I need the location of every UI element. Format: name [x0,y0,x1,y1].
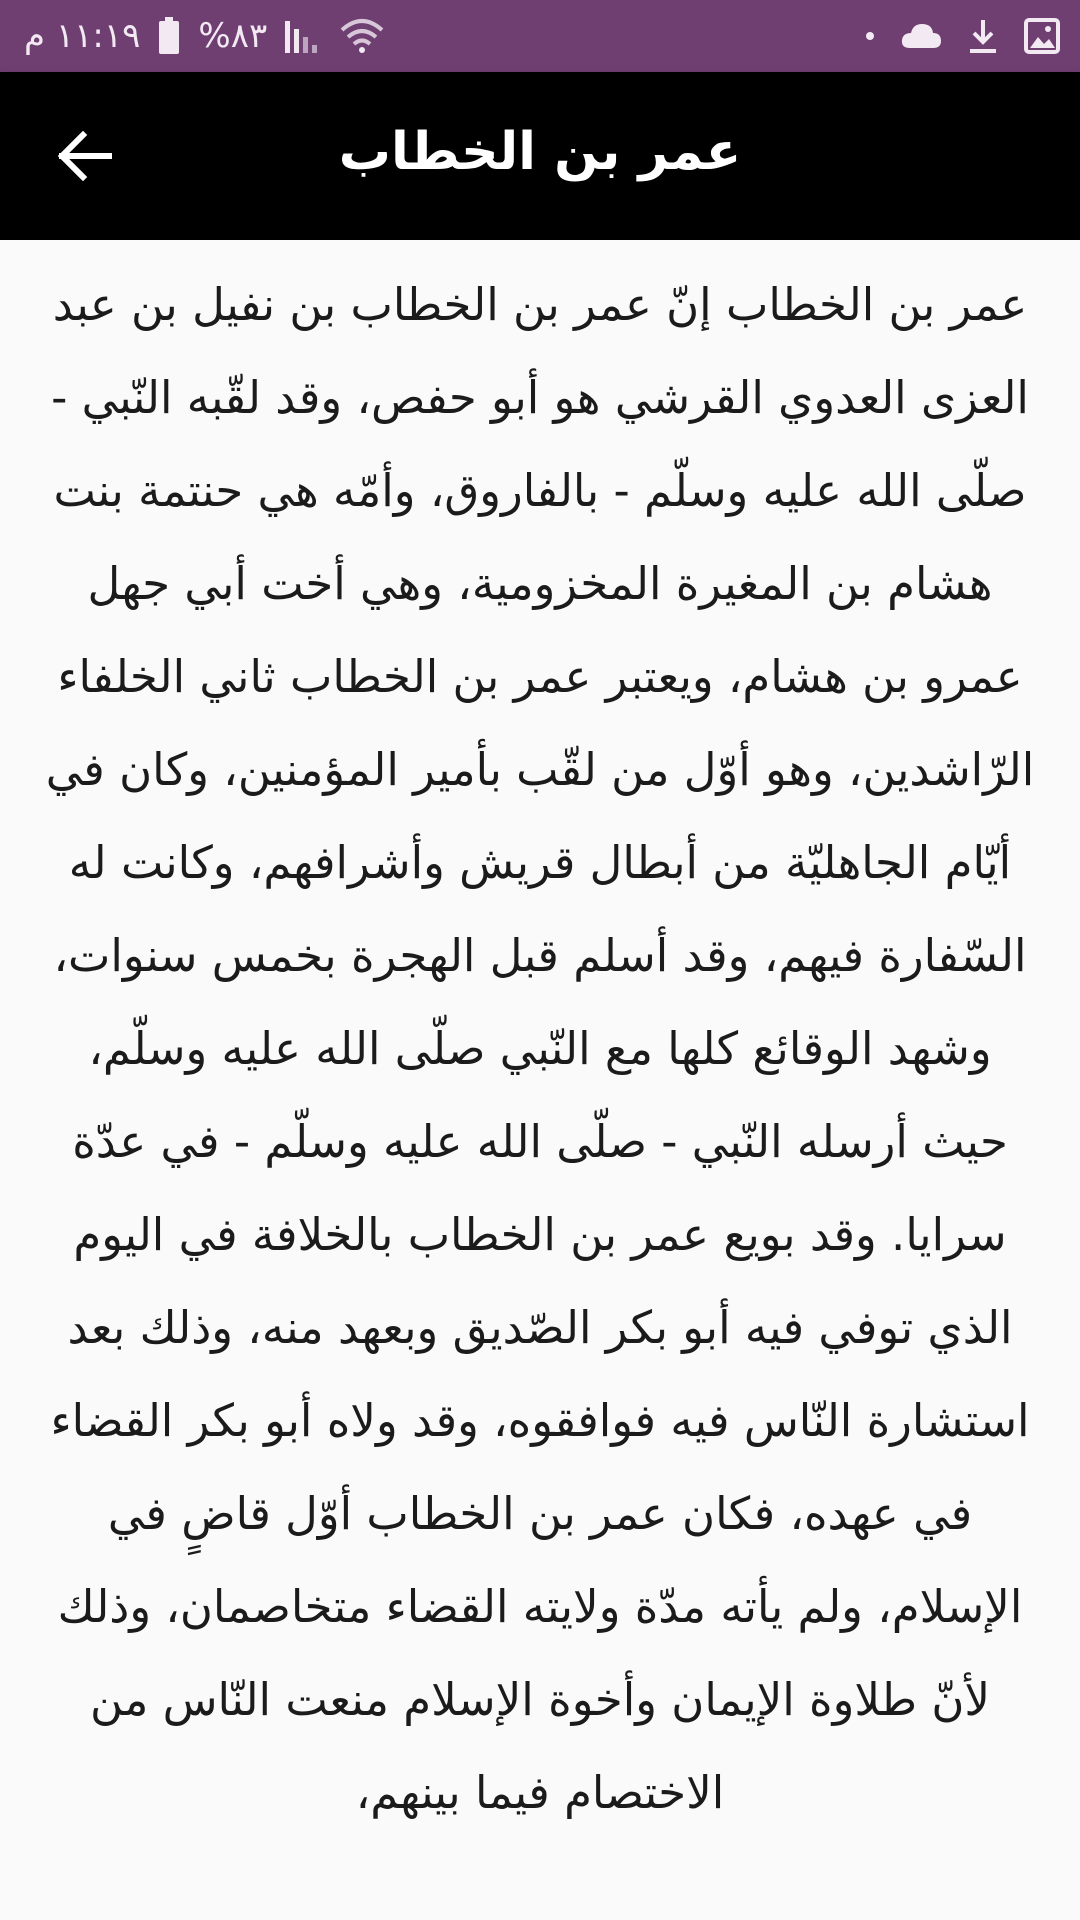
dot-icon [866,32,874,40]
status-left-group [24,0,385,72]
cloud-icon [900,22,942,50]
status-right-group [866,0,1060,72]
image-icon [1024,18,1060,54]
back-button[interactable] [44,116,124,196]
download-icon [968,18,998,54]
signal-icon [285,19,321,53]
app-bar [0,72,1080,240]
battery-icon [158,17,180,55]
arrow-back-icon [56,131,112,181]
status-bar [0,0,1080,72]
article-scroll-area[interactable] [0,240,1080,1920]
wifi-icon [339,18,385,54]
article-body: عمر بن الخطاب إنّ عمر بن الخطاب بن نفيل بن عبد العزى العدوي القرشي هو أبو حفص، وقد لقّبه النّبي - صلّى الله عليه وسلّم - بالفاروق، وأمّه هي حنتمة بنت هشام بن المغيرة المخزومية، وهي أخت أبي جهل عمرو بن هشام، ويعتبر عمر بن الخطاب ثاني الخلفاء الرّاشدين، وهو أوّل من لقّب بأمير المؤمنين، وكان في أيّام الجاهليّة من أبطال قريش وأشرافهم، وكانت له السّفارة فيهم، وقد أسلم قبل الهجرة بخمس سنوات، وشهد الوقائع كلها مع النّبي صلّى الله عليه وسلّم، حيث أرسله النّبي - صلّى الله عليه وسلّم - في عدّة سرايا. وقد بويع عمر بن الخطاب بالخلافة في اليوم الذي توفي فيه أبو بكر الصّديق وبعهد منه، وذلك بعد استشارة النّاس فيه فوافقوه، وقد ولاه أبو بكر القضاء في عهده، فكان عمر بن الخطاب أوّل قاضٍ في الإسلام، ولم يأته مدّة ولايته القضاء متخاصمان، وذلك لأنّ طلاوة الإيمان وأخوة الإسلام منعت النّاس من الاختصام فيما بينهم، [45,278,1035,1819]
page-title: عمر بن الخطاب [338,122,742,182]
battery-percent: %٨٣ [198,16,268,56]
status-time: ١١:١٩ م [24,16,141,56]
